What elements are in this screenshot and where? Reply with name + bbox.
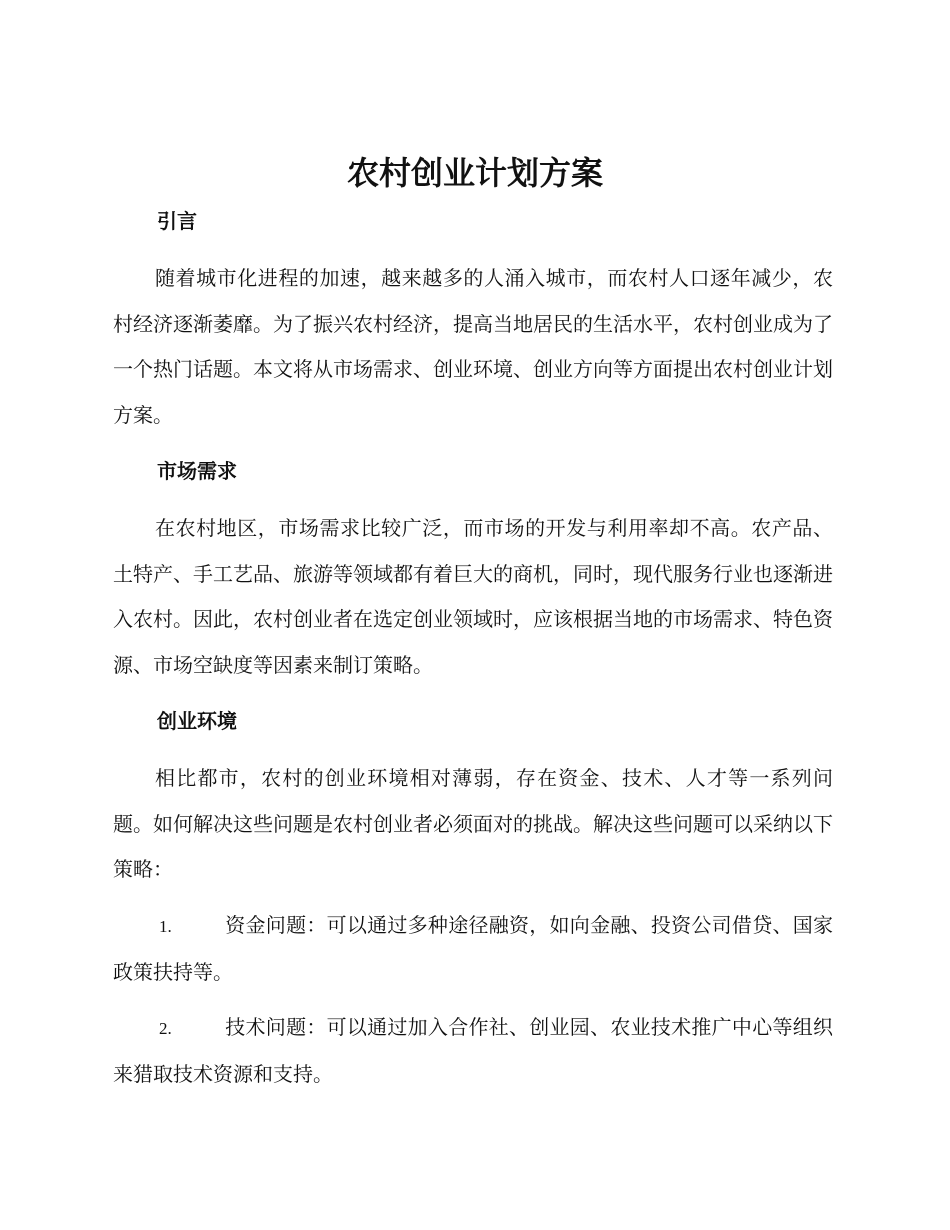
section-paragraph-intro: 随着城市化进程的加速，越来越多的人涌入城市，而农村人口逐年减少，农村经济逐渐萎靡。为了振兴农村经济，提高当地居民的生活水平，农村创业成为了一个热门话题。本文将从市场需求、创业环境、创业方向等方面提出农村创业计划方案。 xyxy=(113,266,833,428)
list-number: 1. xyxy=(159,917,172,936)
list-number: 2. xyxy=(159,1019,172,1038)
list-item-funding xyxy=(113,903,833,995)
section-paragraph-startup-environment: 相比都市，农村的创业环境相对薄弱，存在资金、技术、人才等一系列问题。如何解决这些问题是农村创业者必须面对的挑战。解决这些问题可以采纳以下策略： xyxy=(113,766,833,882)
list-item-text: 技术问题：可以通过加入合作社、创业园、农业技术推广中心等组织来猎取技术资源和支持。 xyxy=(113,1015,833,1086)
section-paragraph-market-demand: 在农村地区，市场需求比较广泛，而市场的开发与利用率却不高。农产品、土特产、手工艺品、旅游等领域都有着巨大的商机，同时，现代服务行业也逐渐进入农村。因此，农村创业者在选定创业领域时，应该根据当地的市场需求、特色资源、市场空缺度等因素来制订策略。 xyxy=(113,516,833,678)
section-heading-market-demand: 市场需求 xyxy=(157,459,237,483)
section-heading-startup-environment: 创业环境 xyxy=(157,709,237,733)
section-heading-intro: 引言 xyxy=(157,209,197,233)
list-item-technology xyxy=(113,1005,833,1097)
list-item-text: 资金问题：可以通过多种途径融资，如向金融、投资公司借贷、国家政策扶持等。 xyxy=(113,913,833,984)
document-title: 农村创业计划方案 xyxy=(346,154,603,192)
